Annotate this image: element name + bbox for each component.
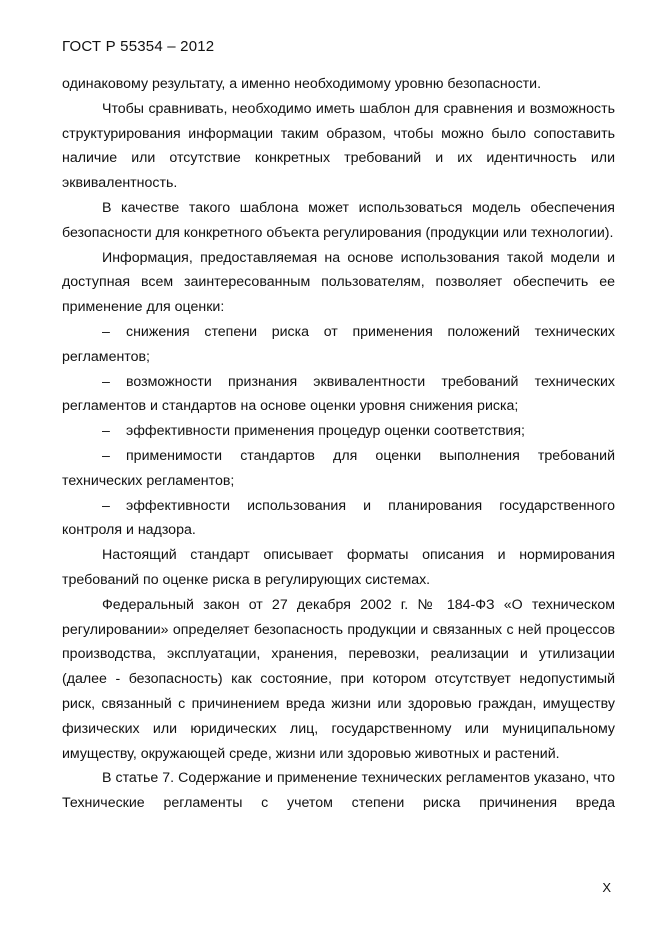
paragraph: В статье 7. Содержание и применение технических регламентов указано, что Технические регламенты с учетом степени риска причинения вреда <box>62 770 615 812</box>
list-item-text: эффективности использования и планирования государственного контроля и надзора. <box>62 497 615 539</box>
list-item-text: применимости стандартов для оценки выполнения требований технических регламентов; <box>62 447 615 489</box>
list-item <box>62 494 615 544</box>
paragraph: Настоящий стандарт описывает форматы описания и нормирования требований по оценке риска в регулирующих системах. <box>62 547 615 588</box>
list-item <box>62 370 615 420</box>
document-body <box>62 72 615 816</box>
paragraph: Чтобы сравнивать, необходимо иметь шаблон для сравнения и возможность структурирования информации таким образом, чтобы можно было сопоставить наличие или отсутствие конкретных требований и их идентичность или эквивалентность. <box>62 100 615 192</box>
dash-marker: – <box>102 323 110 340</box>
dash-marker: – <box>102 423 110 440</box>
document-header: ГОСТ Р 55354 – 2012 <box>62 38 215 55</box>
list-item <box>62 320 615 370</box>
dash-marker: – <box>102 497 110 514</box>
dash-marker: – <box>102 447 110 464</box>
list-item <box>62 444 615 494</box>
list-item-text: снижения степени риска от применения положений технических регламентов; <box>62 323 615 365</box>
paragraph: Федеральный закон от 27 декабря 2002 г. № 184-ФЗ «О техническом регулировании» определяет безопасность продукции и связанных с ней процессов производства, эксплуатации, хранения, перевозки, реализации и утилизации (далее - безопасность) как состояние, при котором отсутствует недопустимый риск, связанный с причинением вреда жизни или здоровью граждан, имуществу физических или юридических лиц, государственному или муниципальному имуществу, окружающей среде, жизни или здоровью животных и растений. <box>62 596 615 762</box>
dash-marker: – <box>102 373 110 390</box>
paragraph-continuation: одинаковому результату, а именно необходимому уровню безопасности. <box>62 76 542 92</box>
list-item <box>62 419 615 444</box>
page-number: X <box>602 880 611 895</box>
list-item-text: возможности признания эквивалентности требований технических регламентов и стандартов на основе оценки уровня снижения риска; <box>62 373 615 415</box>
paragraph: Информация, предоставляемая на основе использования такой модели и доступная всем заинтересованным пользователям, позволяет обеспечить ее применение для оценки: <box>62 249 615 316</box>
list-item-text: эффективности применения процедур оценки соответствия; <box>126 423 525 440</box>
paragraph: В качестве такого шаблона может использоваться модель обеспечения безопасности для конкретного объекта регулирования (продукции или технологии). <box>62 199 615 241</box>
